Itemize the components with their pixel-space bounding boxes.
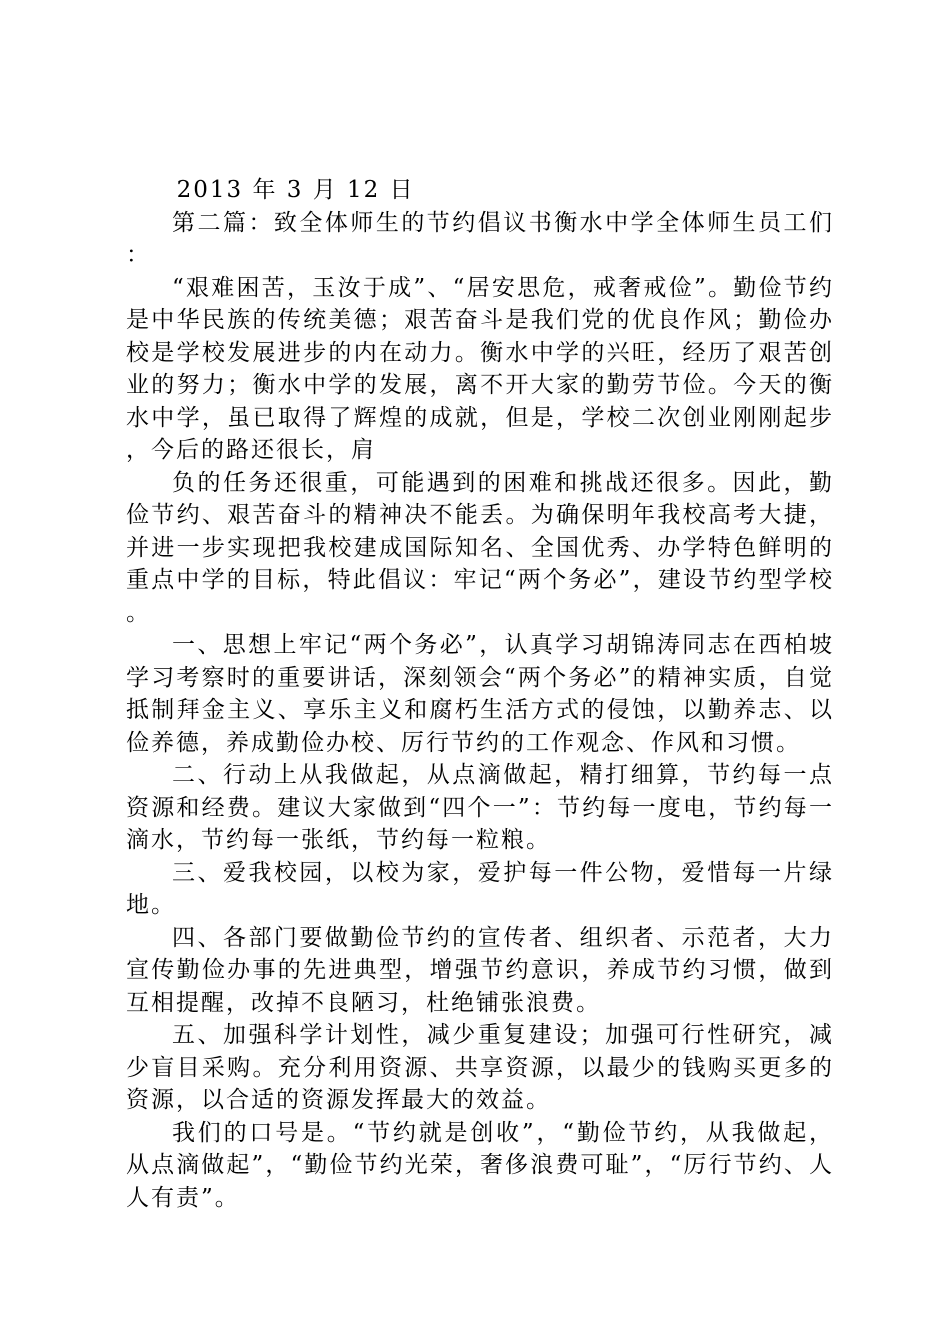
document-date: 2013 年 3 月 12 日 bbox=[176, 177, 415, 203]
paragraph-item-1: 一、思想上牢记“两个务必”，认真学习胡锦涛同志在西柏坡学习考察时的重要讲话，深刻领会“两个务必”的精神实质，自觉抵制拜金主义、享乐主义和腐朽生活方式的侵蚀，以勤养志、以俭养德，养成勤俭办校、厉行节约的工作观念、作风和习惯。 bbox=[126, 632, 834, 756]
paragraph-item-5: 五、加强科学计划性，减少重复建设；加强可行性研究，减少盲目采购。充分利用资源、共享资源，以最少的钱购买更多的资源，以合适的资源发挥最大的效益。 bbox=[126, 1022, 834, 1113]
paragraph-intro: “艰难困苦，玉汝于成”、“居安思危，戒奢戒俭”。勤俭节约是中华民族的传统美德；艰苦奋斗是我们党的优良作风；勤俭办校是学校发展进步的内在动力。衡水中学的兴旺，经历了艰苦创业的努力；衡水中学的发展，离不开大家的勤劳节俭。今天的衡水中学，虽已取得了辉煌的成就，但是，学校二次创业刚刚起步，今后的路还很长，肩 bbox=[126, 274, 834, 463]
paragraph-item-2: 二、行动上从我做起，从点滴做起，精打细算，节约每一点资源和经费。建议大家做到“四个一”：节约每一度电，节约每一滴水，节约每一张纸，节约每一粒粮。 bbox=[126, 762, 834, 853]
paragraph-item-3: 三、爱我校园，以校为家，爱护每一件公物，爱惜每一片绿地。 bbox=[126, 859, 834, 918]
paragraph-proposal: 负的任务还很重，可能遇到的困难和挑战还很多。因此，勤俭节约、艰苦奋斗的精神决不能丢。为确保明年我校高考大捷，并进一步实现把我校建成国际知名、全国优秀、办学特色鲜明的重点中学的目标，特此倡议：牢记“两个务必”，建设节约型学校。 bbox=[126, 469, 834, 626]
paragraph-title-greeting: 第二篇：致全体师生的节约倡议书衡水中学全体师生员工们： bbox=[126, 209, 834, 268]
paragraph-slogan: 我们的口号是。“节约就是创收”，“勤俭节约，从我做起，从点滴做起”，“勤俭节约光荣，奢侈浪费可耻”，“厉行节约、人人有责”。 bbox=[126, 1119, 834, 1211]
document-body bbox=[126, 174, 834, 1214]
paragraph-item-4: 四、各部门要做勤俭节约的宣传者、组织者、示范者，大力宣传勤俭办事的先进典型，增强节约意识，养成节约习惯，做到互相提醒，改掉不良陋习，杜绝铺张浪费。 bbox=[126, 924, 834, 1016]
